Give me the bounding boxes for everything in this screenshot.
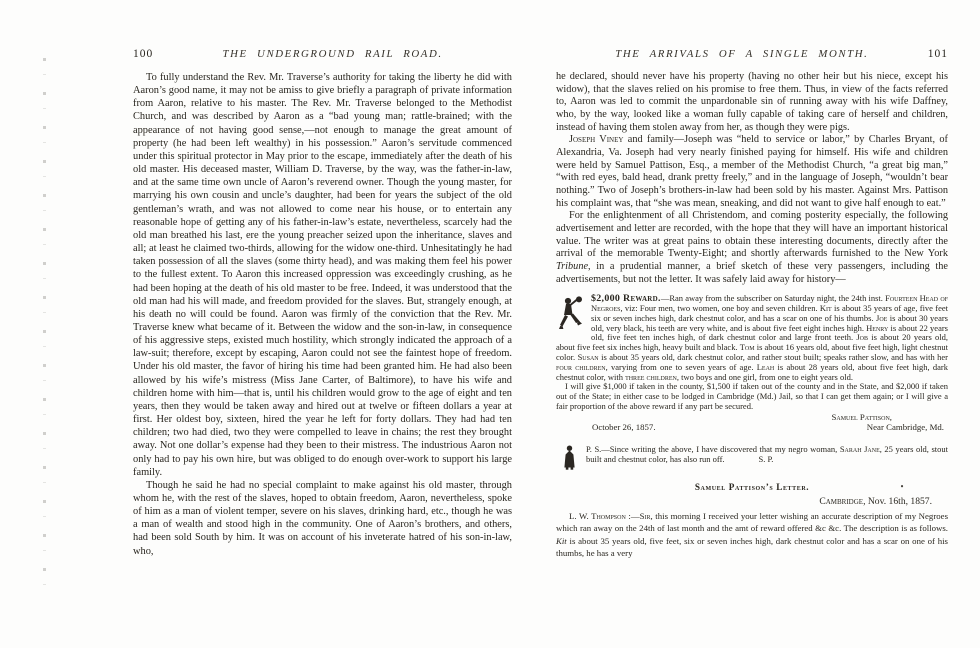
- text-segment: Kit: [819, 302, 832, 313]
- text-segment: , varying from one to seven years of age.: [605, 361, 757, 372]
- letter-dateline: [556, 496, 948, 508]
- letter-heading: [556, 481, 948, 493]
- text-segment: is about 35 years old, dark chestnut color, and rather stout built; speaks rather slow, and has with her: [598, 351, 949, 362]
- page-100-body: [133, 71, 512, 558]
- running-title: THE ARRIVALS OF A SINGLE MONTH.: [615, 48, 869, 60]
- runaway-woman-icon: [562, 445, 577, 473]
- text-segment: , 25 years old, stout built and chestnut color, has also run off. S. P.: [586, 443, 948, 465]
- paragraph: [133, 479, 512, 558]
- text-segment: Susan: [577, 351, 599, 362]
- paragraph: [556, 71, 948, 134]
- text-segment: is about 22 years old, five feet ten inches high, of dark chestnut color and large front teeth.: [591, 322, 948, 343]
- dateline-place: Cambridge: [819, 495, 864, 507]
- text-segment: Henry: [866, 322, 889, 333]
- text-segment: is about 30 years old, very black, his teeth are very white, and is about five feet eight inches high.: [591, 312, 948, 333]
- runaway-slave-icon: [558, 296, 583, 339]
- text-segment: is about 28 years old, about five feet high, dark chestnut color, with: [556, 361, 949, 382]
- text-segment: Tribune: [556, 260, 589, 272]
- letter-body: [556, 510, 948, 559]
- reward-advertisement: [556, 294, 948, 433]
- paragraph: [556, 134, 948, 210]
- text-segment: , this morning I received your letter wishing an accurate description of my Negroes which ran away on the 24th of last month and the amt of reward offered &c &c. The description is as follows.: [556, 510, 948, 534]
- text-segment: Leah: [756, 361, 775, 372]
- dateline-date: , Nov. 16th, 1857.: [863, 495, 932, 507]
- text-segment: P. S.—Since writing the above, I have discovered that my negro woman,: [586, 443, 840, 454]
- text-segment: Though he said he had no special complaint to make against his old master, through whom he, with the rest of the slaves, hoped to obtain freedom, Aaron, nevertheless, spoke of him as a man of violent temper, severe on his slaves, drinking hard, etc., though he was a man of wealth and stood high in the community. One of Aaron’s brothers, and others, had been sold South by him. It was on account of his inveterate hatred of his son-in-law, who,: [133, 479, 512, 557]
- text-segment: L. W. Thompson: [569, 510, 626, 521]
- text-segment: To fully understand the Rev. Mr. Traverse’s authority for taking the liberty he did with Aaron’s good name, it may not be amiss to give briefly a paragraph of private information from Aaron, relative to his master. The Rev. Mr. Traverse belonged to the Methodist Church, and was described by Aaron as a “bad young man; rattle-brained; with the appearance of not having good sense,—not enough to manage the great amount of property (he had been left wealthy) in his possession.” Aaron’s servitude commenced under this spiritual protector in May prior to the escape, immediately after the death of his old master. His deceased master, William D. Traverse, by the way, was the father-in-law, and at the same time own uncle of Aaron’s reverend owner. Though the young master, for marrying his own cousin and uncle’s daughter, had been for years the subject of the old gentleman’s wrath, and was not allowed to come near his house, or to entertain any reasonable hope of getting any of his father-in-law’s estate, nevertheless, scarcely had the old man breathed his last, ere the young preacher seized upon the inheritance, slaves and all; at least he claimed two-thirds, allowing for the widow one-third. Unhesitatingly he had taken possession of all the slaves (some thirty head), and was making them feel his power to the fullest extent. To Aaron this increased oppression was exceedingly crushing, as he had been hoping at the death of his old master to be free. Indeed, it was understood that the old man had his will made, and freedom provided for the slaves. But, strangely enough, at his death no will could be found. Aaron was firmly of the conviction that the Rev. Mr. Traverse knew what became of it. Between the widow and the son-in-law, in consequence of his aggressive steps, existed much hostility, which strongly indicated the approach of a law-suit; therefore, except by escaping, Aaron could not see the faintest hope of freedom. Under his old master, the favor of hiring his time had been granted him. He had also been allowed by his wife’s mistress (Miss Jane Carter, of Baltimore), to have his wife and children home with him—that is, until his children would grow to the age of eight and ten years, then they would be taken away and hired out at twelve or fifteen dollars a year at first. Her oldest boy, sixteen, hired the year he left for forty dollars. They had had ten children; two had died, two they were compelled to leave in chains; the rest they brought away. Not one dollar’s expense had they been to their mistress. The industrious Aaron not only had to pay his own hire, but was obliged to do enough over-work to support his large family.: [133, 72, 512, 478]
- postscript-text: [556, 444, 948, 465]
- advertisement-date: October 26, 1857.: [592, 422, 656, 433]
- paragraph: [556, 444, 948, 465]
- paragraph: [556, 294, 948, 382]
- printers-mark: •: [900, 481, 904, 491]
- text-segment: $2,000 Reward.: [591, 293, 661, 305]
- date-place-line: [556, 422, 948, 433]
- text-segment: three children: [625, 371, 677, 382]
- text-segment: :—: [625, 510, 640, 521]
- text-segment: , viz: Four men, two women, one boy and seven children.: [620, 302, 820, 313]
- letter-heading-text: Samuel Pattison’s Letter.: [694, 481, 810, 492]
- scan-artifact: [43, 58, 46, 598]
- page-101-body: [556, 71, 948, 286]
- signature-name: Samuel Pattison,: [831, 411, 892, 422]
- advertisement-text: [556, 294, 948, 412]
- text-segment: four children: [556, 361, 606, 372]
- text-segment: Joseph Viney: [569, 134, 624, 146]
- page-101-header: [556, 48, 948, 64]
- text-segment: Kit: [556, 535, 567, 546]
- text-segment: Job: [856, 332, 868, 343]
- text-segment: is about 35 years old, five feet, six or seven inches high, dark chestnut color and has a scar on one of his thumbs, he has a very: [556, 535, 948, 558]
- text-segment: , in a prudential manner, a brief sketch of these very passengers, including the advertisements, but not the letter. It was safely laid away for history—: [556, 260, 948, 285]
- text-segment: Tom: [739, 342, 755, 353]
- text-segment: is about 35 years of age, five feet six or seven inches high, dark chestnut color, and has a scar on one of his thumbs.: [591, 302, 948, 323]
- text-segment: I will give $1,000 if taken in the county, $1,500 if taken out of the county and in the State, and $2,000 if taken out of the State; in either case to be lodged in Cambridge (Md.) Jail, so that I can get them again; or I will give a fair proportion of the above reward if any part be secured.: [556, 381, 948, 411]
- page-100-header: [133, 48, 512, 64]
- text-segment: Fourteen Head of Negroes: [591, 293, 948, 313]
- page-number: 100: [133, 48, 154, 60]
- page-101: [556, 48, 948, 559]
- text-segment: , two boys and one girl, from one to eight years old.: [676, 371, 853, 382]
- signature-place: Near Cambridge, Md.: [866, 422, 944, 433]
- text-segment: For the enlightenment of all Christendom, and coming posterity especially, the following advertisement and letter are recorded, with the hope that they will have an important historical value. The writer was at great pains to obtain these interesting documents, directly after the arrival of the memorable Twenty-Eight; and shortly afterwards furnished to the New York: [556, 210, 948, 260]
- running-title: THE UNDERGROUND RAIL ROAD.: [222, 48, 443, 60]
- paragraph: [133, 71, 512, 479]
- paragraph: [556, 382, 948, 411]
- page-100: [133, 48, 512, 558]
- text-segment: is about 20 years old, about five feet six inches high, heavy built and black.: [556, 332, 948, 353]
- signature-line: [556, 412, 948, 423]
- text-segment: —Ran away from the subscriber on Saturday night, the 24th inst.: [660, 293, 886, 304]
- text-segment: Joe: [876, 312, 888, 323]
- text-segment: Sarah Jane: [839, 443, 880, 454]
- text-segment: Sir: [639, 510, 651, 521]
- text-segment: and family—Joseph was “held to service or labor,” by Charles Bryant, of Alexandria, Va. Joseph had very nearly finished paying for himself. His wife and children were held by Samuel Pattison, Esq., a member of the Methodist Church, “a great big man,” “with red eyes, bald head, drank pretty freely,” and in the language of Joseph, “wouldn’t bear nothing.” Two of Joseph’s brothers-in-law had been sold by his master. Against Mrs. Pattison his complaint was, that “she was mean, sneaking, and did not want to give half enough to eat.”: [556, 134, 948, 209]
- page-number: 101: [927, 48, 948, 60]
- postscript: [556, 444, 948, 465]
- paragraph: [556, 510, 948, 559]
- text-segment: he declared, should never have his property (having no other heir but his niece, except his widow), that the slaves relied on his promise to free them. Thus, in view of the facts referred to, Aaron was led to commit the unpardonable sin of running away with his wife Daffney, who, by the way, looked like a woman fully capable of taking care of herself and children, instead of having them stolen away from her, as though they were pigs.: [556, 71, 948, 133]
- text-segment: is about 16 years old, about five feet high, light chestnut color.: [556, 342, 948, 362]
- paragraph: [556, 210, 948, 286]
